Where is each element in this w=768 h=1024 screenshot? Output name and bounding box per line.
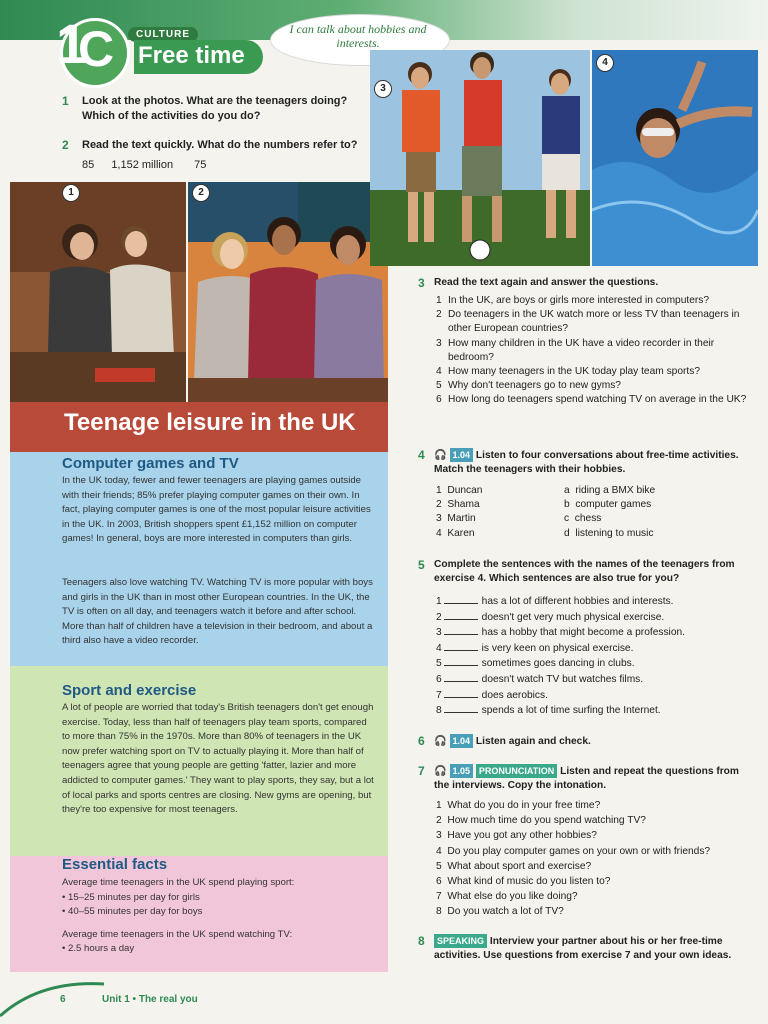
number-item: 75 xyxy=(194,159,207,171)
name-item xyxy=(436,512,556,526)
item-text: Do you play computer games on your own or with friends? xyxy=(447,845,711,857)
item-number: 2 xyxy=(436,611,442,623)
question-item xyxy=(436,337,748,365)
exercise-instruction: Listen to four conversations about free-time activities. Match the teenagers with their hobbies. xyxy=(434,450,739,476)
item-number: 2 xyxy=(436,815,442,827)
item-text: Do you watch a lot of TV? xyxy=(447,906,564,918)
item-number: 5 xyxy=(436,860,442,872)
item-number: 1 xyxy=(436,800,442,811)
photo-1 xyxy=(10,182,186,402)
exercise-6 xyxy=(418,734,748,750)
answer-blank[interactable] xyxy=(444,656,478,666)
question-item xyxy=(436,308,748,336)
item-number: 1 xyxy=(436,596,442,607)
item-number: 4 xyxy=(436,527,442,539)
question-item xyxy=(436,294,748,308)
item-text: In the UK, are boys or girls more interested in computers? xyxy=(448,295,710,306)
question-item xyxy=(436,859,748,874)
exercise-1 xyxy=(62,94,362,122)
item-text: How many children in the UK have a video recorder in their bedroom? xyxy=(448,337,715,363)
item-text: doesn't watch TV but watches films. xyxy=(481,673,644,685)
photo-number-4: 4 xyxy=(596,54,614,72)
fact-line: Average time teenagers in the UK spend playing sport: xyxy=(62,877,295,888)
item-number: 8 xyxy=(436,906,442,918)
name-item xyxy=(436,498,556,512)
item-number: 5 xyxy=(436,658,442,670)
item-text: has a hobby that might become a profession. xyxy=(481,627,685,639)
unit-label: Unit 1 • The real you xyxy=(102,994,198,1005)
item-text: doesn't get very much physical exercise. xyxy=(481,611,665,623)
question-item xyxy=(436,889,748,904)
item-letter: b xyxy=(564,499,570,511)
item-number: 5 xyxy=(436,380,442,392)
item-number: 4 xyxy=(436,845,442,857)
item-text: What else do you like doing? xyxy=(447,891,578,903)
category-label: CULTURE xyxy=(128,27,198,42)
article-paragraph: In the UK today, fewer and fewer teenagers are playing games outside with their friends; 85% prefer playing computer games on their own. In fact, playing computer games is one of the most popular leisure activities in the UK. In 2003, British shoppers spent £1,152 million on computer games! In general, boys are more interested in computers than girls. xyxy=(62,475,371,545)
exercise-instruction: Complete the sentences with the names of the teenagers from exercise 4. Which sentences are also true for you? xyxy=(434,559,735,585)
photo-4-illustration xyxy=(592,50,758,266)
facts-list xyxy=(62,876,374,957)
exercise-number: 8 xyxy=(418,934,425,948)
item-text: How much time do you spend watching TV? xyxy=(447,815,646,827)
answer-blank[interactable] xyxy=(444,625,478,635)
section-heading: Sport and exercise xyxy=(62,682,197,699)
exercise-7 xyxy=(418,764,748,792)
item-number: 7 xyxy=(436,689,442,701)
fact-line: Average time teenagers in the UK spend watching TV: xyxy=(62,928,293,940)
fact-line: • 40–55 minutes per day for boys xyxy=(62,906,203,918)
exercise-5-items xyxy=(436,594,748,719)
exercise-2-numbers xyxy=(82,158,382,173)
section-heading: Computer games and TV xyxy=(62,455,239,472)
sentence-item xyxy=(436,688,748,704)
sentence-item xyxy=(436,703,748,719)
fact-spacer xyxy=(62,920,374,928)
item-text: What do you do in your free time? xyxy=(447,800,601,811)
article-paragraph: Teenagers also love watching TV. Watching TV is more popular with boys and girls in the UK than in most other European countries. In the UK, the TV is often on all day, and teenagers watch it before and after school. More than half of children have a television in their bedroom, and about a third also have a video recorder. xyxy=(62,577,373,647)
item-text: spends a lot of time surfing the Internet. xyxy=(481,705,661,717)
exercise-instruction-wrap xyxy=(434,448,744,477)
sentence-item xyxy=(436,625,748,641)
photo-number-1: 1 xyxy=(62,184,80,202)
exercise-4-hobbies xyxy=(564,484,744,541)
item-number: 4 xyxy=(436,366,442,378)
number-item: 85 xyxy=(82,159,95,171)
item-number: 3 xyxy=(436,627,442,639)
answer-blank[interactable] xyxy=(444,610,478,620)
headphones-icon: 🎧 xyxy=(434,766,447,777)
item-letter: d xyxy=(564,527,570,539)
question-item xyxy=(436,874,748,889)
exercise-number: 4 xyxy=(418,448,425,462)
section-heading: Essential facts xyxy=(62,856,168,873)
item-number: 3 xyxy=(436,513,442,525)
item-text: Karen xyxy=(447,527,475,539)
speaking-tag: SPEAKING xyxy=(434,934,487,948)
item-number: 8 xyxy=(436,705,442,717)
lesson-letter: C xyxy=(78,21,115,77)
photo-3-illustration xyxy=(370,50,590,266)
sentence-item xyxy=(436,594,748,610)
exercise-7-questions xyxy=(436,798,748,920)
item-text: has a lot of different hobbies and interests. xyxy=(481,596,674,607)
item-text: Shama xyxy=(447,499,480,511)
item-letter: c xyxy=(564,513,570,525)
item-text: listening to music xyxy=(575,527,654,539)
exercise-number: 1 xyxy=(62,94,69,108)
exercise-number: 3 xyxy=(418,276,425,290)
photo-1-illustration xyxy=(10,182,186,402)
question-item xyxy=(436,828,748,843)
sentence-item xyxy=(436,656,748,672)
item-letter: a xyxy=(564,485,570,496)
exercise-3 xyxy=(418,276,748,292)
exercise-2 xyxy=(62,138,362,154)
sentence-item xyxy=(436,610,748,626)
exercise-instruction: Interview your partner about his or her free-time activities. Use questions from exercise 7 and your own ideas. xyxy=(434,936,732,962)
fact-line: • 2.5 hours a day xyxy=(62,943,135,955)
exercise-instruction-wrap xyxy=(434,934,746,963)
hobby-item xyxy=(564,484,744,498)
photo-2 xyxy=(188,182,388,402)
question-item xyxy=(436,379,748,393)
article-title: Teenage leisure in the UK xyxy=(64,409,356,436)
photo-3 xyxy=(370,50,590,266)
photo-number-2: 2 xyxy=(192,184,210,202)
headphones-icon: 🎧 xyxy=(434,450,447,461)
exercise-8 xyxy=(418,934,748,962)
exercise-5 xyxy=(418,558,748,585)
item-number: 3 xyxy=(436,337,442,349)
item-text: Do teenagers in the UK watch more or less TV than teenagers in other European countries? xyxy=(448,309,740,335)
item-number: 6 xyxy=(436,876,442,888)
item-number: 3 xyxy=(436,830,442,842)
page-number: 6 xyxy=(60,994,66,1005)
item-text: sometimes goes dancing in clubs. xyxy=(481,658,635,670)
exercise-4 xyxy=(418,448,748,476)
answer-blank[interactable] xyxy=(444,672,478,682)
item-number: 1 xyxy=(436,485,442,496)
exercise-instruction: Listen and repeat the questions from the interviews. Copy the intonation. xyxy=(434,766,739,792)
item-number: 1 xyxy=(436,295,442,306)
item-text: does aerobics. xyxy=(481,689,548,701)
exercise-3-questions xyxy=(436,294,748,408)
item-text: Have you got any other hobbies? xyxy=(447,830,597,842)
question-item xyxy=(436,813,748,828)
audio-track: 1.04 xyxy=(450,448,474,462)
exercise-number: 7 xyxy=(418,764,425,778)
lesson-number: 1 xyxy=(56,12,88,75)
audio-track: 1.05 xyxy=(450,764,474,778)
answer-blank[interactable] xyxy=(444,703,478,713)
footer-swoosh xyxy=(0,976,110,1024)
exercise-instruction-wrap xyxy=(434,734,591,749)
exercise-number: 6 xyxy=(418,734,425,748)
item-number: 2 xyxy=(436,309,442,321)
sentence-item xyxy=(436,641,748,657)
item-text: How many teenagers in the UK today play team sports? xyxy=(448,366,700,378)
exercise-instruction: Read the text quickly. What do the numbers refer to? xyxy=(82,139,358,151)
page-title: Free time xyxy=(134,40,263,74)
item-text: is very keen on physical exercise. xyxy=(481,642,634,654)
answer-blank[interactable] xyxy=(444,688,478,698)
photo-2-illustration xyxy=(188,182,388,402)
item-text: How long do teenagers spend watching TV on average in the UK? xyxy=(448,394,747,406)
item-number: 6 xyxy=(436,673,442,685)
answer-blank[interactable] xyxy=(444,594,478,604)
fact-line: • 15–25 minutes per day for girls xyxy=(62,891,200,903)
name-item xyxy=(436,527,556,541)
item-text: computer games xyxy=(575,499,652,511)
item-text: Why don't teenagers go to new gyms? xyxy=(448,380,621,392)
question-item xyxy=(436,393,748,407)
exercise-4-names xyxy=(436,484,556,541)
photo-number-3: 3 xyxy=(374,80,392,98)
number-item: 1,152 million xyxy=(111,159,174,171)
can-do-text: I can talk about hobbies and interests. xyxy=(289,22,427,50)
question-item xyxy=(436,365,748,379)
hobby-item xyxy=(564,498,744,512)
exercise-number: 5 xyxy=(418,558,425,572)
article-paragraph: A lot of people are worried that today's British teenagers don't get enough exercise. Today, less than half of teenagers play team sports, compared to more than 75% in the 1970s. More than 80% of teenagers in the UK now prefer watching sport on TV to actually playing it. More than half of teenagers agree that young people are getting 'fatter, lazier and more addicted to computer games.' They want to play sports, they say, but a lot of local parks and sports centres are closing. New gyms are opening, but they're too expensive for most teenagers. xyxy=(62,702,374,816)
hobby-item xyxy=(564,512,744,526)
item-text: Duncan xyxy=(447,485,483,496)
pronunciation-tag: PRONUNCIATION xyxy=(476,764,557,778)
item-text: What about sport and exercise? xyxy=(447,860,592,872)
hobby-item xyxy=(564,527,744,541)
question-item xyxy=(436,844,748,859)
item-text: Martin xyxy=(447,513,476,525)
item-text: chess xyxy=(574,513,602,525)
item-text: What kind of music do you listen to? xyxy=(447,876,611,888)
name-item xyxy=(436,484,556,498)
item-number: 2 xyxy=(436,499,442,511)
photo-4 xyxy=(592,50,758,266)
question-item xyxy=(436,798,748,813)
item-text: riding a BMX bike xyxy=(575,485,656,496)
headphones-icon: 🎧 xyxy=(434,736,447,747)
exercise-number: 2 xyxy=(62,138,69,152)
exercise-instruction: Listen again and check. xyxy=(475,736,591,747)
exercise-instruction: Read the text again and answer the questions. xyxy=(434,277,659,288)
audio-track: 1.04 xyxy=(450,734,474,748)
item-number: 6 xyxy=(436,394,442,406)
item-number: 4 xyxy=(436,642,442,654)
question-item xyxy=(436,904,748,919)
sentence-item xyxy=(436,672,748,688)
exercise-instruction: Look at the photos. What are the teenagers doing? Which of the activities do you do? xyxy=(82,95,348,122)
item-number: 7 xyxy=(436,891,442,903)
exercise-instruction-wrap xyxy=(434,764,746,793)
answer-blank[interactable] xyxy=(444,641,478,651)
